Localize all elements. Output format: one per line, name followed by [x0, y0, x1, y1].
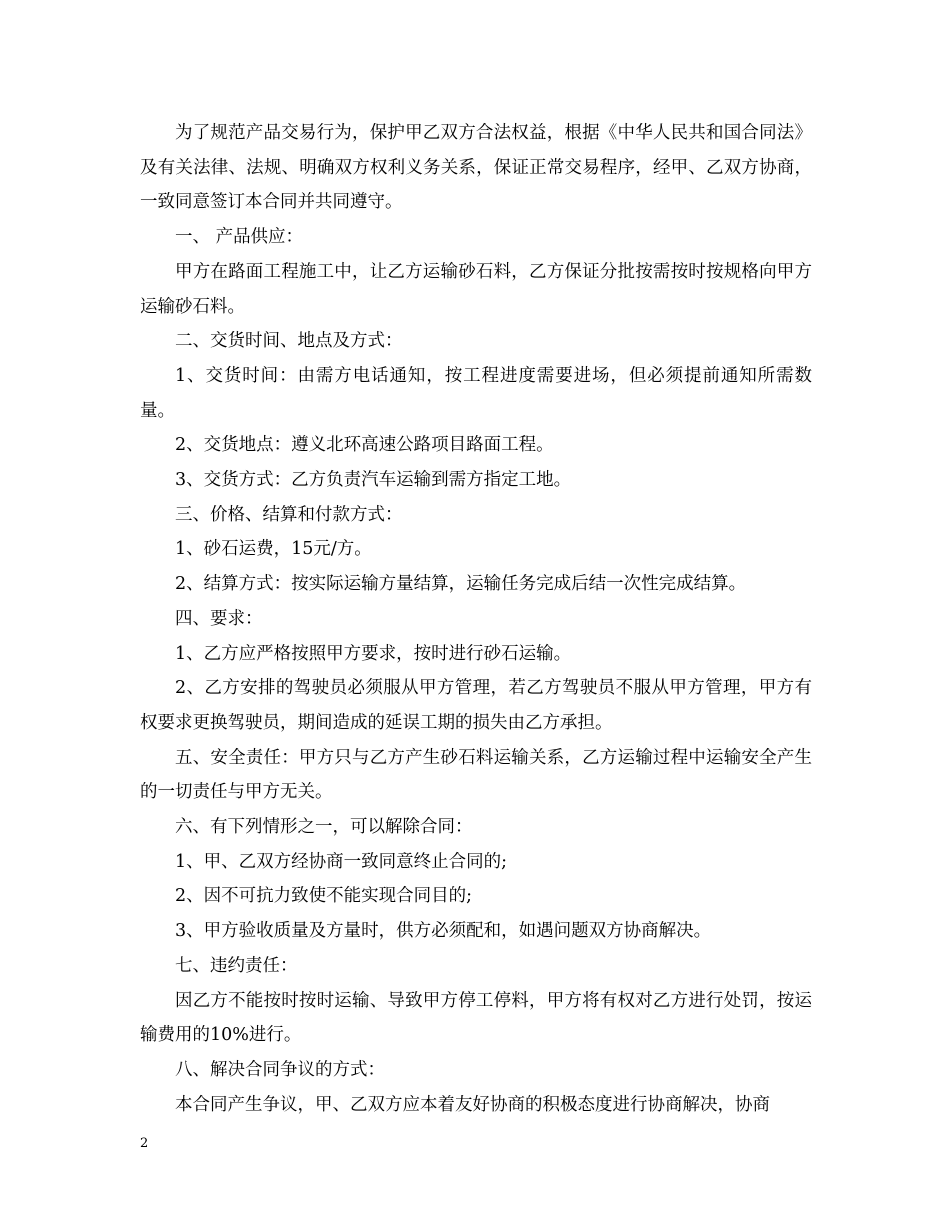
section-8-text: 本合同产生争议，甲、乙双方应本着友好协商的积极态度进行协商解决，协商 [175, 1094, 770, 1115]
section-3-heading: 三、价格、结算和付款方式： [175, 504, 403, 525]
section-4-heading: 四、要求： [175, 608, 263, 629]
section-2-item-1: 1、交货时间：由需方电话通知，按工程进度需要进场，但必须提前通知所需数量。 [140, 365, 812, 421]
section-6-item-1: 1、甲、乙双方经协商一致同意终止合同的; [175, 851, 508, 872]
page-number: 2 [140, 1136, 149, 1151]
section-7-heading: 七、违约责任： [175, 955, 298, 976]
section-3-item-1: 1、砂石运费，15元/方。 [175, 539, 372, 560]
section-4-item-2: 2、乙方安排的驾驶员必须服从甲方管理，若乙方驾驶员不服从甲方管理，甲方有权要求更换驾驶员，期间造成的延误工期的损失由乙方承担。 [140, 678, 812, 733]
section-3-item-2: 2、结算方式：按实际运输方量结算，运输任务完成后结一次性完成结算。 [175, 574, 747, 595]
section-5-paragraph: 五、安全责任：甲方只与乙方产生砂石料运输关系，乙方运输过程中运输安全产生的一切责任与甲方无关。 [140, 747, 812, 803]
contract-body [140, 116, 812, 1122]
section-1-text: 甲方在路面工程施工中，让乙方运输砂石料，乙方保证分批按需按时按规格向甲方运输砂石料。 [140, 261, 812, 317]
section-1-heading: 一、 产品供应： [175, 227, 304, 248]
section-8-heading: 八、解决合同争议的方式： [175, 1059, 385, 1080]
intro-paragraph: 为了规范产品交易行为，保护甲乙双方合法权益，根据《中华人民共和国合同法》及有关法律、法规、明确双方权利义务关系，保证正常交易程序，经甲、乙双方协商，一致同意签订本合同并共同遵守。 [140, 123, 812, 213]
section-6-item-2: 2、因不可抗力致使不能实现合同目的; [175, 886, 473, 907]
section-4-item-1: 1、乙方应严格按照甲方要求，按时进行砂石运输。 [175, 643, 572, 664]
section-2-item-2: 2、交货地点：遵义北环高速公路项目路面工程。 [175, 435, 554, 456]
section-6-item-3: 3、甲方验收质量及方量时，供方必须配和，如遇问题双方协商解决。 [175, 921, 712, 942]
section-2-heading: 二、交货时间、地点及方式： [175, 331, 403, 352]
section-6-heading: 六、有下列情形之一，可以解除合同： [175, 817, 473, 838]
section-2-item-3: 3、交货方式：乙方负责汽车运输到需方指定工地。 [175, 470, 572, 491]
section-7-text: 因乙方不能按时按时运输、导致甲方停工停料，甲方将有权对乙方进行处罚，按运输费用的10%进行。 [140, 990, 812, 1046]
